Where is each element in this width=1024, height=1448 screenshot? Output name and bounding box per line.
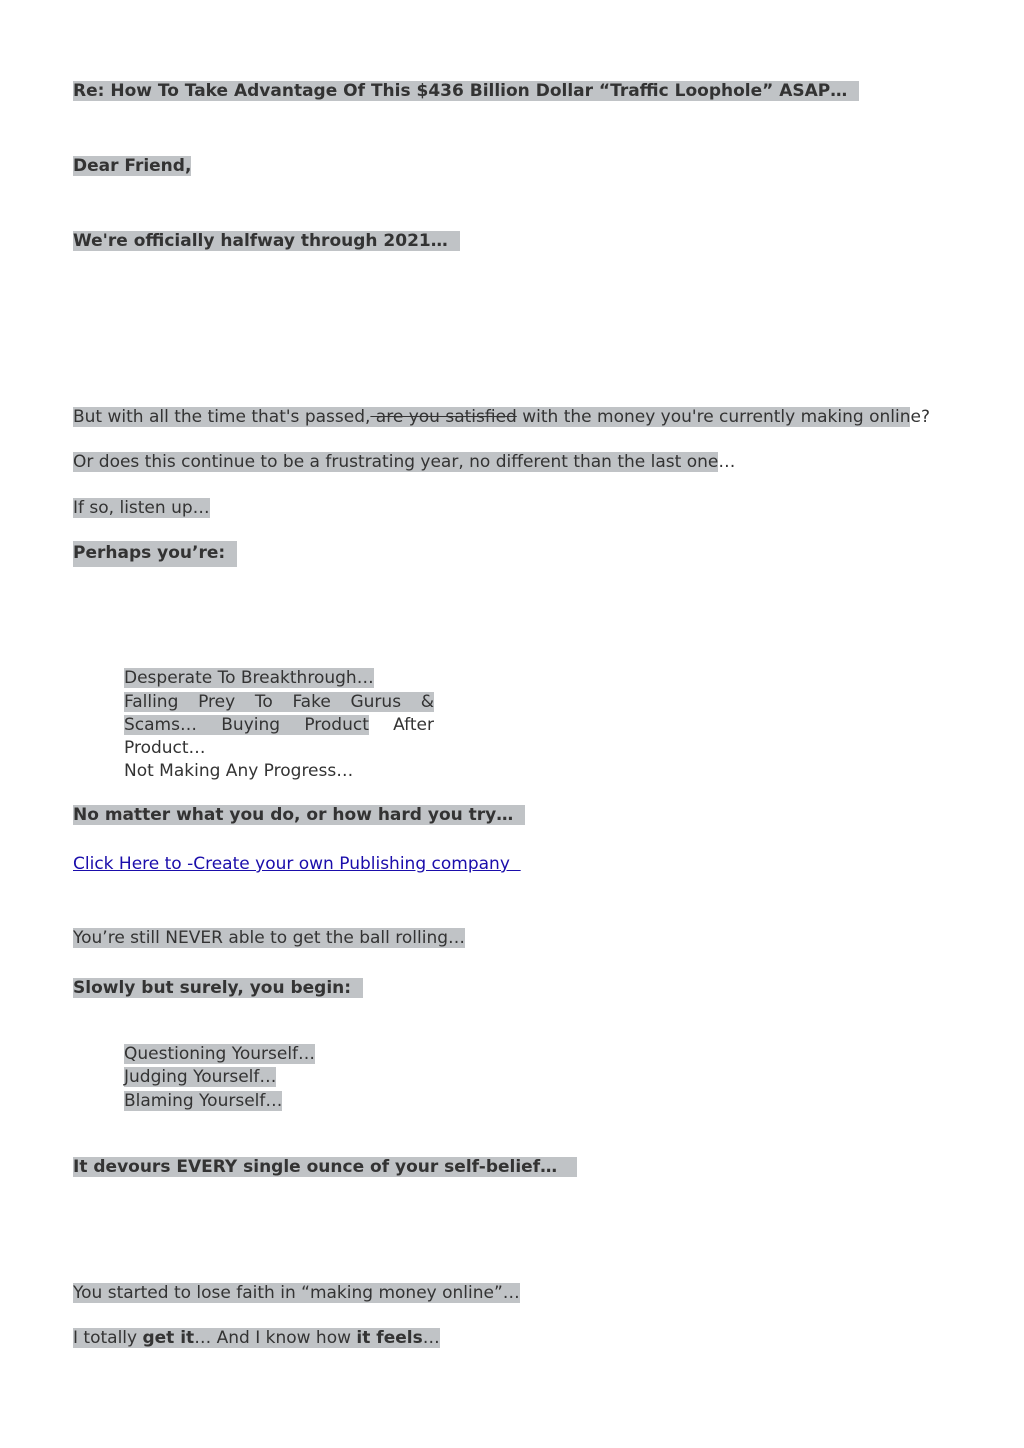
lose-faith-line: [73, 1282, 520, 1304]
publishing-company-link[interactable]: Click Here to -Create your own Publishing company: [73, 854, 521, 874]
paragraph-frustrating-part-b: …: [718, 452, 736, 472]
paragraph-satisfied-part-a: But with all the time that's passed,: [73, 407, 371, 427]
lose-faith-text: You started to lose faith in “making money online”…: [73, 1283, 520, 1303]
publishing-link-line: [73, 853, 521, 875]
intro-line: [73, 230, 460, 252]
perhaps-heading-text: Perhaps you’re:: [73, 541, 237, 567]
paragraph-satisfied-part-b: with the money you're currently making onlin: [516, 407, 911, 427]
email-subject-text: Re: How To Take Advantage Of This $436 Billion Dollar “Traffic Loophole” ASAP…: [73, 81, 859, 101]
still-never-line: [73, 927, 465, 949]
paragraph-satisfied-strikethrough: are you satisfied: [370, 407, 517, 427]
final-line: [73, 1327, 440, 1349]
final-part-e: …: [422, 1328, 440, 1348]
final-part-a: I totally: [73, 1328, 143, 1348]
intro-text: We're officially halfway through 2021…: [73, 231, 460, 251]
paragraph-listen-up: [73, 497, 210, 519]
list-item: [124, 667, 374, 689]
list-item: [124, 1090, 282, 1112]
greeting: [73, 155, 191, 177]
paragraph-satisfied: [73, 406, 930, 428]
paragraph-satisfied-part-c: e?: [910, 407, 930, 427]
final-it-feels: it feels: [356, 1328, 423, 1348]
still-never-text: You’re still NEVER able to get the ball rolling…: [73, 928, 466, 948]
list-item-no-progress: Not Making Any Progress…: [124, 761, 354, 781]
greeting-text: Dear Friend,: [73, 156, 192, 176]
list-item: [124, 1043, 315, 1065]
no-matter-text: No matter what you do, or how hard you try…: [73, 805, 525, 825]
list-item-falling-prey: [124, 691, 434, 760]
paragraph-frustrating-part-a: Or does this continue to be a frustrating year, no different than the last one: [73, 452, 719, 472]
slowly-heading: [73, 977, 363, 999]
list-item-falling-prey-highlighted: Falling Prey To Fake Gurus & Scams… Buying Product: [124, 692, 434, 735]
paragraph-frustrating: [73, 451, 735, 473]
list-item-desperate: Desperate To Breakthrough…: [124, 668, 374, 688]
no-matter-line: [73, 804, 525, 826]
list-item-falling-prey-rest: After Product…: [124, 715, 434, 758]
list-item-questioning: Questioning Yourself…: [124, 1044, 316, 1064]
list-item-blaming: Blaming Yourself…: [124, 1091, 283, 1111]
devours-line: [73, 1156, 577, 1178]
list-item-judging: Judging Yourself…: [124, 1067, 277, 1087]
final-get-it: get it: [142, 1328, 195, 1348]
email-subject: [73, 80, 859, 102]
list-item: [124, 760, 353, 782]
list-item: [124, 1066, 276, 1088]
paragraph-listen-up-text: If so, listen up…: [73, 498, 210, 518]
devours-text: It devours EVERY single ounce of your self-belief…: [73, 1157, 577, 1177]
slowly-heading-text: Slowly but surely, you begin:: [73, 978, 363, 998]
perhaps-heading: [73, 542, 237, 564]
final-part-c: … And I know how: [194, 1328, 357, 1348]
